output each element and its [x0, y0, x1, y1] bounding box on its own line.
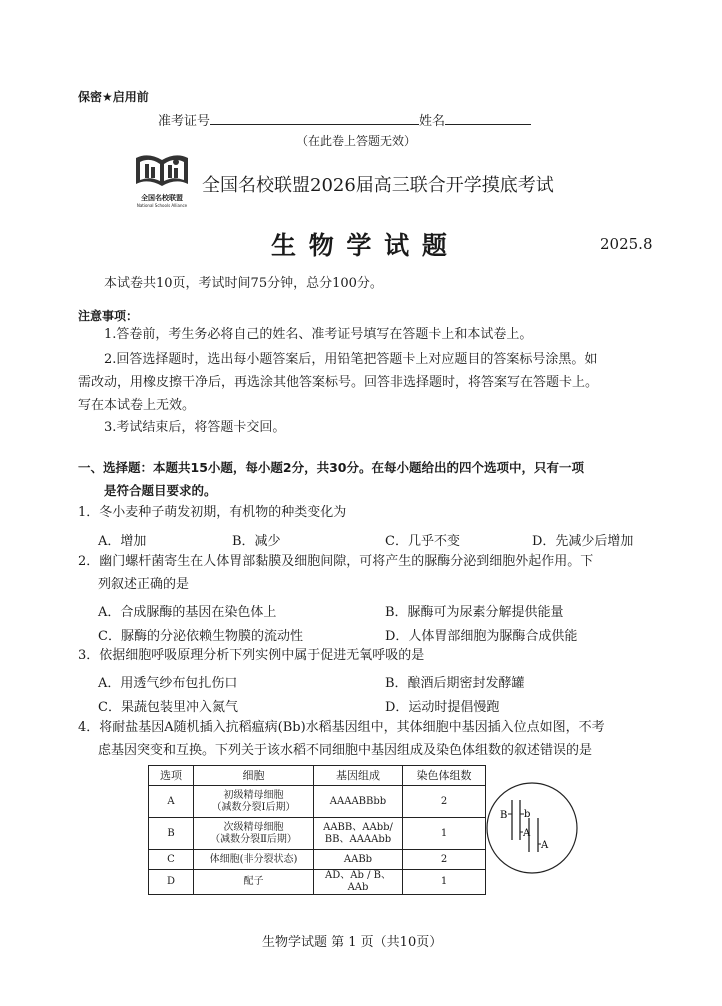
- confidential-label: 保密★启用前: [78, 90, 149, 104]
- cell-line: BB、AAAAbb: [324, 833, 392, 845]
- gene-label-B: B: [500, 810, 508, 821]
- notes-heading: 注意事项：: [78, 309, 139, 323]
- book-icon: [132, 150, 192, 188]
- q1-option-d[interactable]: D．先减少后增加: [532, 534, 634, 549]
- table-cell: 1: [403, 870, 486, 895]
- q4-table: [148, 765, 486, 895]
- section1-line1: 一、选择题：本题共15小题，每小题2分，共30分。在每小题给出的四个选项中，只有一项: [78, 460, 584, 475]
- q4-stem-line2: 虑基因突变和互换。下列关于该水稻不同细胞中基因组成及染色体组数的叙述错误的是: [98, 743, 593, 758]
- table-cell: 1: [403, 818, 486, 850]
- cell-line: （减数分裂Ⅱ后期）: [210, 833, 297, 845]
- table-cell: C: [149, 850, 194, 870]
- chromosome-diagram: [484, 780, 580, 876]
- table-cell: 2: [403, 786, 486, 818]
- note-3: 3.考试结束后，将答题卡交回。: [104, 420, 286, 435]
- table-cell: A: [149, 786, 194, 818]
- exam-date: 2025.8: [600, 235, 653, 253]
- q3-stem: 3．依据细胞呼吸原理分析下列实例中属于促进无氧呼吸的是: [78, 648, 425, 663]
- q1-option-c[interactable]: C．几乎不变: [385, 534, 460, 549]
- table-row: [149, 870, 486, 895]
- q2-stem-line1: 2．幽门螺杆菌寄生在人体胃部黏膜及细胞间隙，可将产生的脲酶分泌到细胞外起作用。下: [78, 554, 594, 569]
- table-header: 基因组成: [314, 766, 403, 786]
- q3-option-d[interactable]: D．运动时提倡慢跑: [385, 700, 500, 715]
- note-2-line1: 2.回答选择题时，选出每小题答案后，用铅笔把答题卡上对应题目的答案标号涂黑。如: [104, 352, 598, 367]
- exam-id-row: [158, 110, 531, 129]
- table-cell: 2: [403, 850, 486, 870]
- page-footer: 生物学试题 第 1 页（共10页）: [262, 935, 443, 950]
- table-row: [149, 786, 486, 818]
- alliance-logo: [132, 150, 192, 208]
- q1-option-b[interactable]: B．减少: [232, 534, 281, 549]
- q3-option-c[interactable]: C．果蔬包装里冲入氮气: [98, 700, 238, 715]
- name-field[interactable]: [445, 111, 531, 125]
- cell-line: 次级精母细胞: [223, 821, 284, 833]
- q2-option-a[interactable]: A．合成脲酶的基因在染色体上: [98, 605, 277, 620]
- exam-title: 全国名校联盟2026届高三联合开学摸底考试: [202, 175, 554, 196]
- table-header: 选项: [149, 766, 194, 786]
- q2-option-d[interactable]: D．人体胃部细胞为脲酶合成供能: [385, 629, 578, 644]
- logo-en-text: National Schools Alliance: [136, 203, 188, 208]
- name-label: 姓名: [419, 114, 446, 129]
- intro-text: 本试卷共10页，考试时间75分钟，总分100分。: [104, 276, 383, 291]
- table-header: 细胞: [194, 766, 314, 786]
- exam-id-label: 准考证号: [158, 114, 211, 129]
- q1-stem: 1．冬小麦种子萌发初期，有机物的种类变化为: [78, 505, 347, 520]
- table-cell: AABb: [314, 850, 403, 870]
- cell-line: 初级精母细胞: [223, 789, 284, 801]
- table-cell: 体细胞(非分裂状态): [194, 850, 314, 870]
- table-cell: D: [149, 870, 194, 895]
- invalid-note: （在此卷上答题无效）: [296, 134, 417, 148]
- table-cell: [194, 818, 314, 850]
- q3-option-a[interactable]: A．用透气纱布包扎伤口: [98, 676, 238, 691]
- cell-outline: [487, 783, 577, 873]
- note-2-line3: 写在本试卷上无效。: [78, 398, 196, 413]
- q3-option-b[interactable]: B．酿酒后期密封发酵罐: [385, 676, 525, 691]
- cell-line: （减数分裂Ⅰ后期）: [211, 801, 296, 813]
- table-row: [149, 818, 486, 850]
- gene-label-A: A: [523, 828, 531, 839]
- table-cell: 配子: [194, 870, 314, 895]
- q2-option-c[interactable]: C．脲酶的分泌依赖生物膜的流动性: [98, 629, 303, 644]
- table-cell: [314, 818, 403, 850]
- table-cell: AAAABBbb: [314, 786, 403, 818]
- exam-id-field[interactable]: [210, 111, 419, 125]
- table-row: [149, 850, 486, 870]
- q2-stem-line2: 列叙述正确的是: [98, 577, 190, 592]
- section1-line2: 是符合题目要求的。: [104, 483, 217, 498]
- table-header-row: [149, 766, 486, 786]
- q2-option-b[interactable]: B．脲酶可为尿素分解提供能量: [385, 605, 564, 620]
- subject-title: 生 物 学 试 题: [271, 231, 449, 260]
- note-1: 1.答卷前，考生务必将自己的姓名、准考证号填写在答题卡上和本试卷上。: [104, 327, 533, 342]
- logo-cn-text: 全国名校联盟: [141, 194, 183, 202]
- q4-stem-line1: 4．将耐盐基因A随机插入抗稻瘟病(Bb)水稻基因组中，其体细胞中基因插入位点如图，不考: [78, 720, 605, 735]
- table-header: 染色体组数: [403, 766, 486, 786]
- q1-option-a[interactable]: A．增加: [98, 534, 147, 549]
- gene-label-b: b: [524, 809, 531, 820]
- gene-label-A: A: [541, 840, 549, 851]
- table-cell: [194, 786, 314, 818]
- table-cell: B: [149, 818, 194, 850]
- table-cell: AD、Ab / B、AAb: [314, 870, 403, 895]
- note-2-line2: 需改动，用橡皮擦干净后，再选涂其他答案标号。回答非选择题时，将答案写在答题卡上。: [78, 375, 599, 390]
- cell-line: AABB、AAbb/: [323, 821, 393, 833]
